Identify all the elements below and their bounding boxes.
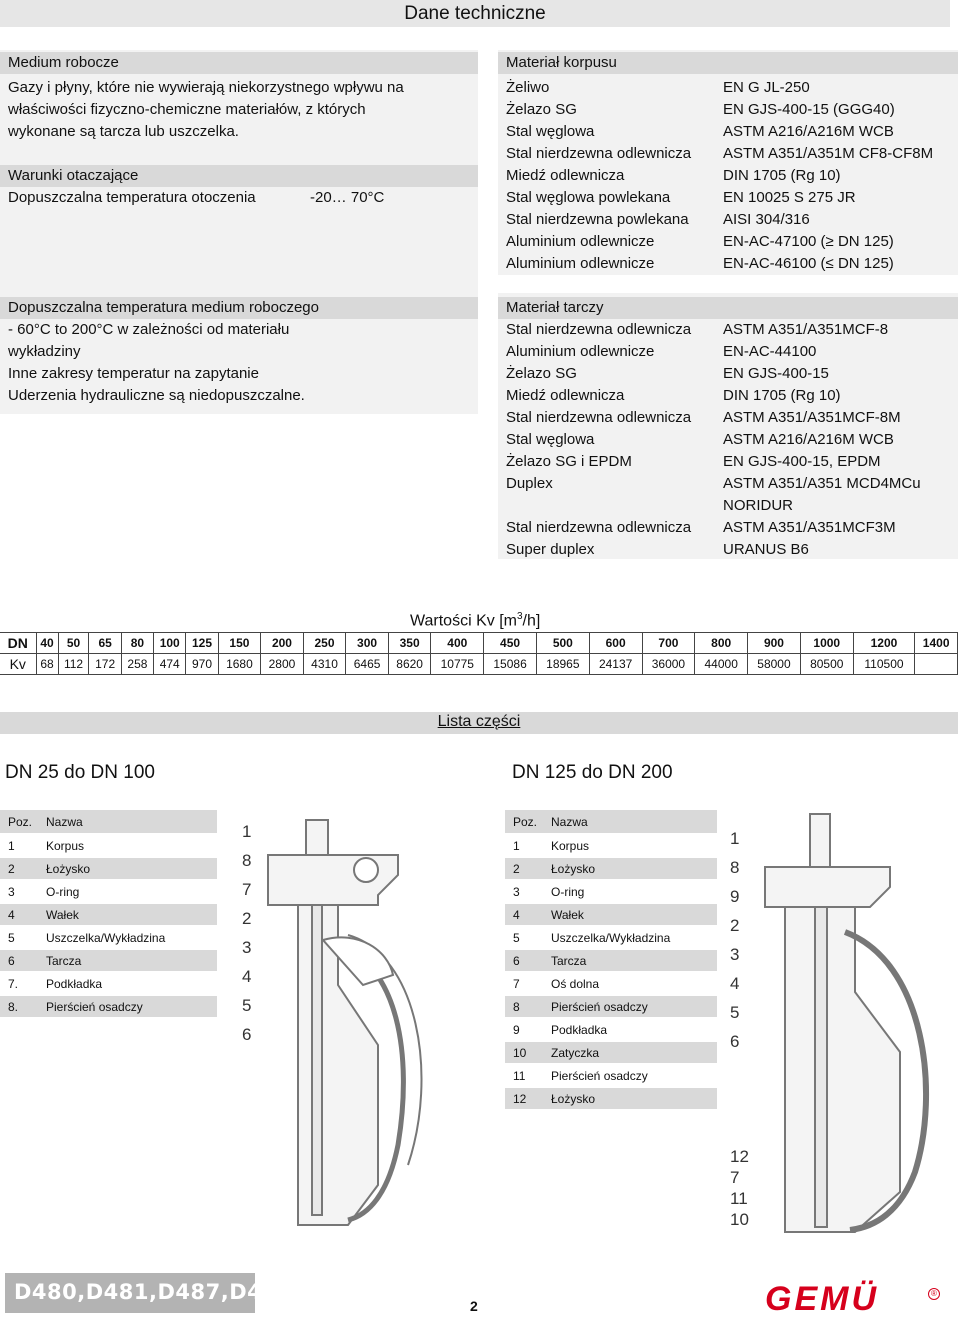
part-name: Łożysko [38,857,217,880]
part-row [505,949,717,972]
material-standard: ASTM A351/A351MCF-8M [723,409,901,426]
kv-title-sup: 3 [516,611,523,622]
dn-cell: 100 [154,633,186,654]
material-standard: EN GJS-400-15, EPDM [723,453,881,470]
dn-cell: 600 [589,633,642,654]
temp-title: Dopuszczalna temperatura medium roboczego [8,299,319,316]
col-name: Nazwa [543,810,717,834]
callout-label: 11 [730,1189,748,1208]
page-title: Dane techniczne [404,3,546,24]
material-standard: EN-AC-46100 (≤ DN 125) [723,255,894,272]
material-standard: ASTM A351/A351M CF8-CF8M [723,145,934,162]
callout-label: 2 [242,909,252,928]
part-name: Łożysko [543,857,717,880]
dn-cell: 400 [431,633,484,654]
callout-label: 8 [242,851,252,870]
dn-cell: 500 [536,633,589,654]
part-name: Uszczelka/Wykładzina [38,926,217,949]
kv-cell: 10775 [431,654,484,675]
part-name: Podkładka [543,1018,717,1041]
part-pos: 5 [505,926,543,949]
part-row [505,880,717,903]
material-standard: ASTM A216/A216M WCB [723,123,894,140]
material-standard: AISI 304/316 [723,211,810,228]
material-standard: URANUS B6 [723,541,809,558]
part-pos: 8. [0,995,38,1018]
part-pos: 7. [0,972,38,995]
kv-cell: 970 [186,654,218,675]
medium-text-2: właściwości fizyczno-chemiczne materiałów, z których [8,101,366,118]
model-numbers: D480,D481,D487,D488 [14,1280,293,1304]
part-name: Uszczelka/Wykładzina [543,926,717,949]
part-name: Pierścień osadczy [543,1064,717,1087]
medium-text-3: wykonane są tarcza lub uszczelka. [8,123,239,140]
kv-cell: 44000 [695,654,748,675]
dn-cell: 1000 [800,633,853,654]
part-pos: 2 [0,857,38,880]
kv-title [410,611,540,630]
part-pos: 3 [505,880,543,903]
kv-label: Kv [0,654,36,675]
material-name: Miedź odlewnicza [506,167,625,184]
part-row [505,995,717,1018]
parts-right-table [505,810,717,1111]
part-name: Tarcza [543,949,717,972]
kv-cell: 2800 [261,654,304,675]
part-row [505,834,717,857]
part-row [505,972,717,995]
dn-cell: 1400 [915,633,958,654]
callout-label: 4 [730,974,740,993]
part-row [505,903,717,926]
callout-label: 8 [730,858,740,877]
dn-cell: 80 [121,633,153,654]
part-pos: 1 [0,834,38,857]
kv-cell: 80500 [800,654,853,675]
callout-label: 2 [730,916,740,935]
part-row [505,926,717,949]
temp-text-1: - 60°C to 200°C w zależności od materiału [8,321,290,338]
dn-cell: 450 [484,633,537,654]
callout-label: 5 [242,996,252,1015]
part-row [0,880,217,903]
kv-row [0,654,958,675]
material-name: Aluminium odlewnicze [506,343,655,360]
registered-icon: ® [928,1288,940,1300]
kv-cell: 1680 [218,654,261,675]
kv-cell: 58000 [748,654,801,675]
medium-text-1: Gazy i płyny, które nie wywierają niekorzystnego wpływu na [8,79,404,96]
part-pos: 4 [505,903,543,926]
material-name: Miedź odlewnicza [506,387,625,404]
material-standard: EN 10025 S 275 JR [723,189,856,206]
material-standard: ASTM A351/A351 MCD4MCu [723,475,921,492]
col-pos: Poz. [505,810,543,834]
disc-material-title: Materiał tarczy [506,299,604,316]
part-name: Korpus [543,834,717,857]
material-name: Aluminium odlewnicze [506,255,655,272]
part-name: Korpus [38,834,217,857]
dn-cell: 900 [748,633,801,654]
callout-label: 4 [242,967,252,986]
part-row [505,857,717,880]
part-name: Łożysko [543,1087,717,1110]
part-name: O-ring [38,880,217,903]
callout-label: 9 [730,887,740,906]
parts-left-table [0,810,217,1019]
valve-diagram-large [725,812,955,1252]
kv-cell: 68 [36,654,58,675]
part-name: Podkładka [38,972,217,995]
part-name: Wałek [543,903,717,926]
part-row [505,1018,717,1041]
temp-text-3: Inne zakresy temperatur na zapytanie [8,365,259,382]
kv-cell: 172 [89,654,121,675]
dn-label: DN [0,633,36,654]
part-pos: 7 [505,972,543,995]
dn-cell: 50 [58,633,89,654]
parts-left-heading: DN 25 do DN 100 [5,762,155,783]
dn-cell: 65 [89,633,121,654]
part-name: Pierścień osadczy [543,995,717,1018]
page-number: 2 [470,1298,478,1314]
part-row [0,903,217,926]
material-standard: ASTM A216/A216M WCB [723,431,894,448]
part-name: O-ring [543,880,717,903]
kv-cell: 4310 [303,654,346,675]
callout-label: 5 [730,1003,740,1022]
dn-row [0,633,958,654]
material-name: Żelazo SG [506,365,577,382]
valve-diagram-small [228,815,490,1240]
col-name: Nazwa [38,810,217,834]
kv-title-end: /h] [522,612,541,630]
medium-title: Medium robocze [8,54,119,71]
flange [765,867,890,907]
shaft [815,907,827,1227]
material-name: Stal nierdzewna powlekana [506,211,689,228]
kv-cell: 24137 [589,654,642,675]
parts-right-heading: DN 125 do DN 200 [512,762,673,783]
material-name: Żeliwo [506,79,550,96]
kv-table [0,632,958,675]
part-pos: 10 [505,1041,543,1064]
brand-logo: GEMÜ [765,1280,879,1318]
part-pos: 3 [0,880,38,903]
callout-label: 6 [242,1025,252,1044]
kv-cell: 15086 [484,654,537,675]
part-row [0,972,217,995]
callout-label: 12 [730,1147,749,1166]
callout-label: 3 [242,938,252,957]
kv-cell: 18965 [536,654,589,675]
part-name: Zatyczka [543,1041,717,1064]
material-standard: NORIDUR [723,497,793,514]
material-name: Żelazo SG [506,101,577,118]
dn-cell: 1200 [853,633,915,654]
material-standard: ASTM A351/A351MCF3M [723,519,896,536]
material-standard: EN GJS-400-15 [723,365,829,382]
part-row [0,834,217,857]
env-value: -20… 70°C [310,189,385,206]
part-pos: 11 [505,1064,543,1087]
material-name: Stal nierdzewna odlewnicza [506,519,692,536]
material-name: Super duplex [506,541,595,558]
material-standard: DIN 1705 (Rg 10) [723,167,841,184]
env-label: Dopuszczalna temperatura otoczenia [8,189,256,206]
right-callouts [730,829,749,1229]
part-pos: 6 [505,949,543,972]
kv-cell [915,654,958,675]
callout-label: 7 [242,880,252,899]
kv-cell: 8620 [388,654,431,675]
callout-label: 3 [730,945,740,964]
kv-cell: 36000 [642,654,695,675]
dn-cell: 250 [303,633,346,654]
dn-cell: 700 [642,633,695,654]
kv-cell: 474 [154,654,186,675]
part-pos: 4 [0,903,38,926]
material-standard: EN-AC-47100 (≥ DN 125) [723,233,894,250]
dn-cell: 800 [695,633,748,654]
material-standard: ASTM A351/A351MCF-8 [723,321,889,338]
kv-cell: 258 [121,654,153,675]
part-pos: 8 [505,995,543,1018]
material-name: Stal nierdzewna odlewnicza [506,321,692,338]
material-name: Stal nierdzewna odlewnicza [506,409,692,426]
material-name: Aluminium odlewnicze [506,233,655,250]
part-pos: 6 [0,949,38,972]
dn-cell: 350 [388,633,431,654]
parts-title: Lista części [437,713,521,730]
part-name: Oś dolna [543,972,717,995]
flange [268,855,398,905]
part-pos: 1 [505,834,543,857]
material-standard: EN-AC-44100 [723,343,817,360]
dn-cell: 40 [36,633,58,654]
material-name: Żelazo SG i EPDM [506,453,632,470]
callout-label: 1 [730,829,740,848]
part-row [0,995,217,1018]
kv-cell: 6465 [346,654,389,675]
temp-text-4: Uderzenia hydrauliczne są niedopuszczalne. [8,387,305,404]
part-row [0,857,217,880]
temp-text-2: wykładziny [8,343,81,360]
bolt-hole [354,858,378,882]
material-standard: EN GJS-400-15 (GGG40) [723,101,895,118]
material-name: Stal nierdzewna odlewnicza [506,145,692,162]
part-pos: 5 [0,926,38,949]
part-row [505,1064,717,1087]
callout-label: 10 [730,1210,749,1229]
kv-cell: 112 [58,654,89,675]
env-title: Warunki otaczające [8,167,139,184]
col-pos: Poz. [0,810,38,834]
dn-cell: 150 [218,633,261,654]
part-row [0,949,217,972]
part-name: Wałek [38,903,217,926]
body-material-title: Materiał korpusu [506,54,617,71]
material-name: Stal węglowa [506,431,595,448]
shaft [312,905,322,1215]
part-row [505,1087,717,1110]
part-pos: 2 [505,857,543,880]
kv-cell: 110500 [853,654,915,675]
part-name: Tarcza [38,949,217,972]
dn-cell: 200 [261,633,304,654]
part-row [0,926,217,949]
kv-title-main: Wartości Kv [m [410,612,517,630]
callout-label: 6 [730,1032,740,1051]
material-name: Stal węglowa powlekana [506,189,671,206]
material-standard: EN G JL-250 [723,79,810,96]
left-callouts [242,822,251,1044]
dn-cell: 300 [346,633,389,654]
callout-label: 1 [242,822,252,841]
part-row [505,1041,717,1064]
material-name: Stal węglowa [506,123,595,140]
dn-cell: 125 [186,633,218,654]
part-name: Pierścień osadczy [38,995,217,1018]
part-pos: 12 [505,1087,543,1110]
part-pos: 9 [505,1018,543,1041]
material-name: Duplex [506,475,553,492]
callout-label: 7 [730,1168,740,1187]
material-standard: DIN 1705 (Rg 10) [723,387,841,404]
